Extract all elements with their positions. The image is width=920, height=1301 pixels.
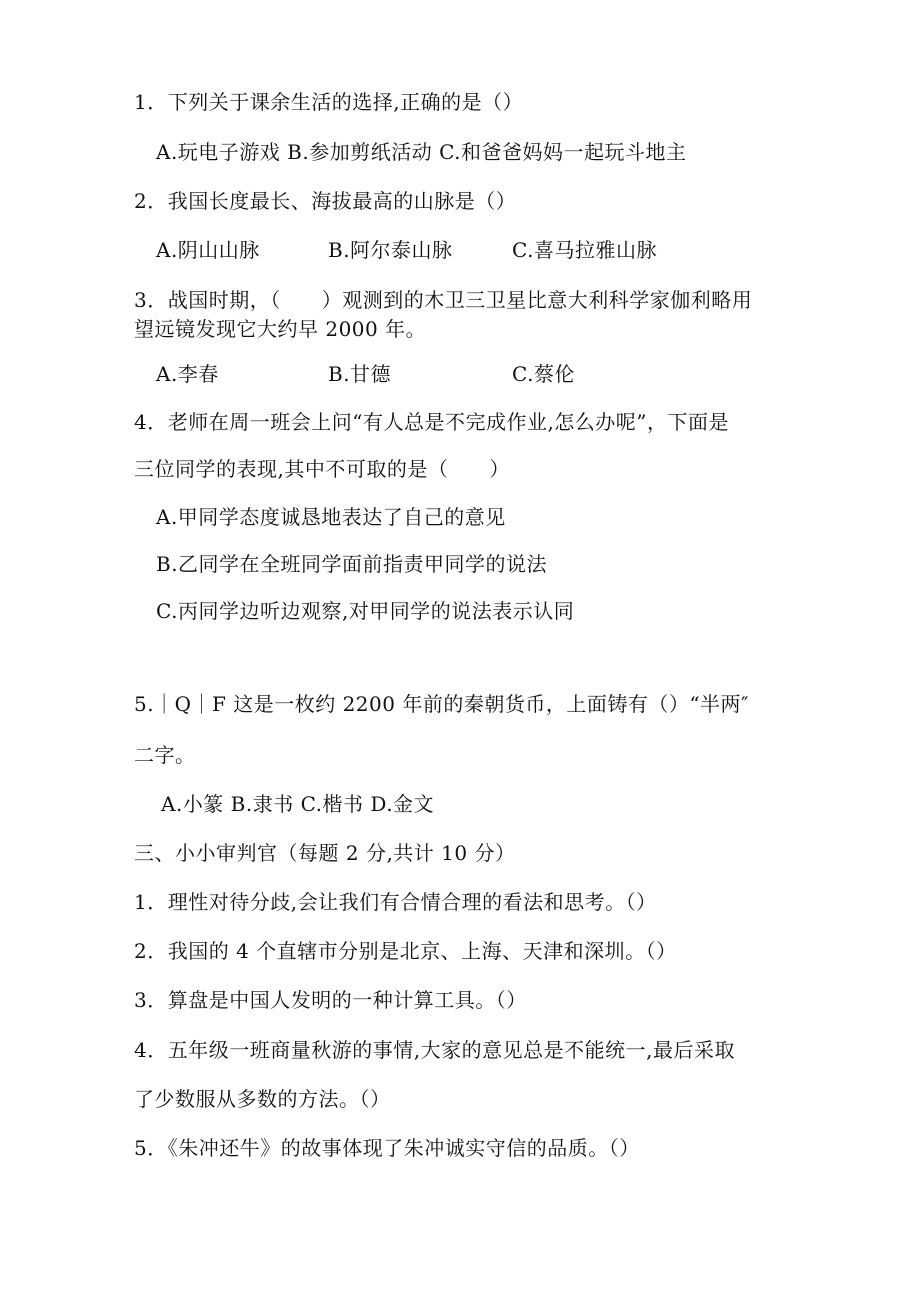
question-4-option-b: B.乙同学在全班同学面前指责甲同学的说法 [156, 552, 548, 576]
question-3-option-c: C.蔡伦 [512, 362, 575, 386]
judge-section-heading: 三、小小审判官（每题 2 分,共计 10 分） [134, 841, 516, 865]
question-2-option-b: B.阿尔泰山脉 [328, 238, 453, 262]
question-5-stem-line2: 二字。 [134, 743, 196, 767]
question-1-options: A.玩电子游戏 B.参加剪纸活动 C.和爸爸妈妈一起玩斗地主 [156, 140, 687, 164]
question-4-stem-line1: 4．老师在周一班会上问“有人总是不完成作业,怎么办呢”，下面是 [134, 410, 730, 434]
question-3-stem-line1: 3．战国时期，（ ）观测到的木卫三卫星比意大利科学家伽利略用 [134, 288, 753, 312]
judge-item-5: 5．《朱冲还牛》的故事体现了朱冲诚实守信的品质。（） [134, 1136, 640, 1160]
question-3-options [0, 360, 920, 388]
question-4-stem-line2: 三位同学的表现,其中不可取的是（ ） [134, 457, 510, 481]
question-2-option-a: A.阴山山脉 [156, 238, 260, 262]
question-4-option-c: C.丙同学边听边观察,对甲同学的说法表示认同 [156, 599, 575, 623]
judge-item-2: 2．我国的 4 个直辖市分别是北京、上海、天津和深圳。（） [134, 939, 677, 963]
judge-item-4-line2: 了少数服从多数的方法。（） [134, 1087, 391, 1111]
question-5-stem-line1: 5.｜Q｜F 这是一枚约 2200 年前的秦朝货币，上面铸有（）“半两″ [134, 692, 750, 716]
question-2-options [0, 236, 920, 264]
question-3-option-a: A.李春 [156, 362, 219, 386]
question-5-options: A.小篆 B.隶书 C.楷书 D.金文 [161, 792, 435, 816]
judge-item-1: 1．理性对待分歧,会让我们有合情合理的看法和思考。（） [134, 890, 657, 914]
judge-item-3: 3．算盘是中国人发明的一种计算工具。（） [134, 988, 527, 1012]
question-3-stem-line2: 望远镜发现它大约早 2000 年。 [134, 317, 427, 341]
question-2-option-c: C.喜马拉雅山脉 [512, 238, 657, 262]
question-1-stem: 1．下列关于课余生活的选择,正确的是（） [134, 90, 524, 114]
question-3-option-b: B.甘德 [328, 362, 392, 386]
question-2-stem: 2．我国长度最长、海拔最高的山脉是（） [134, 189, 517, 213]
judge-item-4-line1: 4．五年级一班商量秋游的事情,大家的意见总是不能统一,最后采取 [134, 1038, 735, 1062]
question-4-option-a: A.甲同学态度诚恳地表达了自己的意见 [156, 505, 506, 529]
